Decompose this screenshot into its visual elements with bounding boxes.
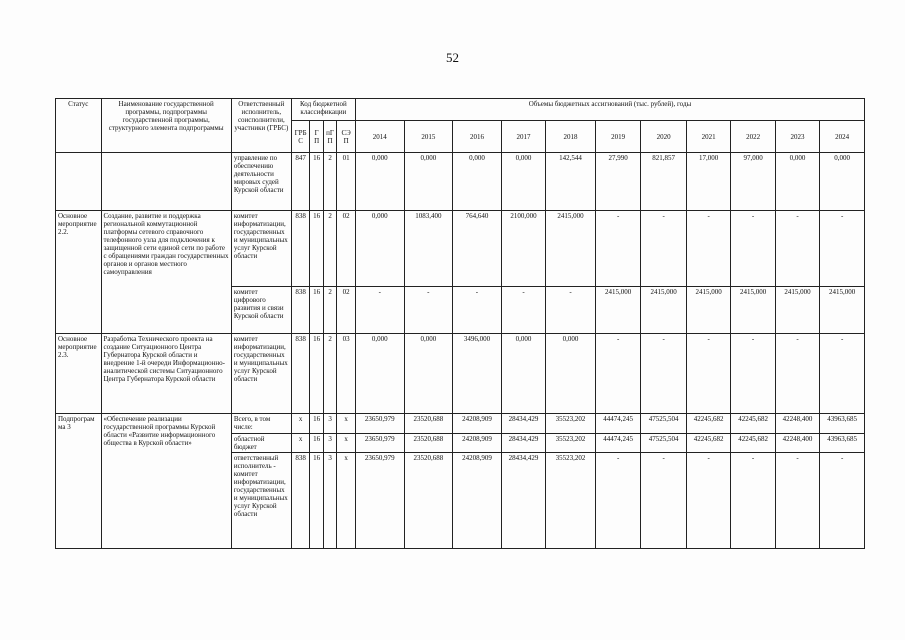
header-year: 2015 xyxy=(404,121,453,153)
row-value: 42245,682 xyxy=(686,434,730,453)
row-value: - xyxy=(641,334,687,414)
row-value: - xyxy=(731,211,775,287)
table-header xyxy=(56,99,865,153)
row-value: 23650,979 xyxy=(355,453,404,549)
row-value: - xyxy=(731,334,775,414)
row-value: 28434,429 xyxy=(501,434,545,453)
row-value: 23520,688 xyxy=(404,453,453,549)
row-value: 24208,909 xyxy=(453,453,502,549)
row-value: 0,000 xyxy=(404,153,453,211)
row-code: 3 xyxy=(323,453,336,549)
row-value: 42248,400 xyxy=(775,434,819,453)
row-code: х xyxy=(291,414,310,434)
row-code: 2 xyxy=(323,287,336,334)
row-value: - xyxy=(686,211,730,287)
row-value: 142,544 xyxy=(546,153,596,211)
header-responsible: Ответственный исполнитель, соисполнители, участники (ГРБС) xyxy=(231,99,291,153)
row-value: 28434,429 xyxy=(501,414,545,434)
row-value: - xyxy=(820,453,865,549)
row-code: 3 xyxy=(323,414,336,434)
row-code: 838 xyxy=(291,334,310,414)
row-value: 17,000 xyxy=(686,153,730,211)
row-code: 16 xyxy=(310,334,323,414)
row-value: 23650,979 xyxy=(355,434,404,453)
row-code: 2 xyxy=(323,334,336,414)
table-row xyxy=(56,211,865,287)
row-code: 01 xyxy=(337,153,356,211)
row-code: 16 xyxy=(310,453,323,549)
row-value: 0,000 xyxy=(546,334,596,414)
row-value: 821,857 xyxy=(641,153,687,211)
budget-table xyxy=(55,98,865,549)
row-code: х xyxy=(337,453,356,549)
row-status xyxy=(56,153,102,211)
page-number: 52 xyxy=(446,50,459,65)
row-value: 0,000 xyxy=(355,334,404,414)
table-row xyxy=(56,153,865,211)
row-value: - xyxy=(820,334,865,414)
row-code: 838 xyxy=(291,211,310,287)
row-code: 838 xyxy=(291,287,310,334)
row-value: 42245,682 xyxy=(731,434,775,453)
row-value: 0,000 xyxy=(355,153,404,211)
row-value: - xyxy=(453,287,502,334)
header-year: 2023 xyxy=(775,121,819,153)
row-value: - xyxy=(731,453,775,549)
row-value: 0,000 xyxy=(404,334,453,414)
row-code: 03 xyxy=(337,334,356,414)
row-responsible: ответственный исполнитель - комитет информатизации, государственных и муниципальных услуг Курской области xyxy=(231,453,291,549)
header-code-group: Код бюджетной классификации xyxy=(291,99,355,121)
row-value: - xyxy=(404,287,453,334)
row-code: 16 xyxy=(310,434,323,453)
row-code: 2 xyxy=(323,153,336,211)
row-value: 2100,000 xyxy=(501,211,545,287)
row-value: 764,640 xyxy=(453,211,502,287)
row-code: 02 xyxy=(337,287,356,334)
row-value: 47525,504 xyxy=(641,434,687,453)
row-value: - xyxy=(775,211,819,287)
row-value: 2415,000 xyxy=(595,287,641,334)
row-code: 16 xyxy=(310,414,323,434)
row-responsible: областной бюджет xyxy=(231,434,291,453)
row-code: 16 xyxy=(310,153,323,211)
row-value: 23520,688 xyxy=(404,414,453,434)
header-year: 2020 xyxy=(641,121,687,153)
row-responsible: Всего, в том числе: xyxy=(231,414,291,434)
row-value: - xyxy=(355,287,404,334)
header-year: 2022 xyxy=(731,121,775,153)
row-code: 16 xyxy=(310,287,323,334)
row-name xyxy=(101,153,231,211)
row-code: х xyxy=(337,414,356,434)
row-responsible: управление по обеспечению деятельности мировых судей Курской области xyxy=(231,153,291,211)
header-year: 2017 xyxy=(501,121,545,153)
row-value: - xyxy=(546,287,596,334)
row-value: - xyxy=(775,453,819,549)
row-code: 2 xyxy=(323,211,336,287)
row-value: 43963,685 xyxy=(820,434,865,453)
row-name: Создание, развитие и поддержка региональной коммутационной платформы сетевого справочного телефонного узла для подключения к защищенной сети единой сети по работе с обращениями граждан государственных органов и органов местного самоуправления xyxy=(101,211,231,334)
header-year: 2024 xyxy=(820,121,865,153)
row-code: 16 xyxy=(310,211,323,287)
row-status: Основное мероприятие 2.2. xyxy=(56,211,102,334)
row-responsible: комитет информатизации, государственных и муниципальных услуг Курской области xyxy=(231,334,291,414)
row-value: 35523,202 xyxy=(546,434,596,453)
row-value: 0,000 xyxy=(775,153,819,211)
row-value: 42245,682 xyxy=(731,414,775,434)
row-code: х xyxy=(337,434,356,453)
header-year: 2021 xyxy=(686,121,730,153)
header-year: 2018 xyxy=(546,121,596,153)
row-value: - xyxy=(686,334,730,414)
header-code-pgp: пГП xyxy=(323,121,336,153)
row-value: 0,000 xyxy=(355,211,404,287)
row-code: 3 xyxy=(323,434,336,453)
row-value: 27,990 xyxy=(595,153,641,211)
row-value: 43963,685 xyxy=(820,414,865,434)
row-value: 44474,245 xyxy=(595,434,641,453)
row-value: 2415,000 xyxy=(641,287,687,334)
row-value: - xyxy=(775,334,819,414)
row-value: 28434,429 xyxy=(501,453,545,549)
row-code: 847 xyxy=(291,153,310,211)
row-responsible: комитет цифрового развития и связи Курской области xyxy=(231,287,291,334)
header-year: 2016 xyxy=(453,121,502,153)
row-value: 97,000 xyxy=(731,153,775,211)
row-value: 3496,000 xyxy=(453,334,502,414)
header-year: 2019 xyxy=(595,121,641,153)
row-code: 02 xyxy=(337,211,356,287)
row-value: - xyxy=(595,211,641,287)
row-value: 42248,400 xyxy=(775,414,819,434)
row-value: 1083,400 xyxy=(404,211,453,287)
row-value: - xyxy=(595,334,641,414)
row-value: 24208,909 xyxy=(453,434,502,453)
row-value: 2415,000 xyxy=(546,211,596,287)
row-value: 42245,682 xyxy=(686,414,730,434)
row-value: 0,000 xyxy=(501,334,545,414)
header-status: Статус xyxy=(56,99,102,153)
row-value: 0,000 xyxy=(453,153,502,211)
table-row xyxy=(56,414,865,434)
row-code: 838 xyxy=(291,453,310,549)
header-name: Наименование государственной программы, подпрограммы государственной программы, структурного элемента подпрограммы xyxy=(101,99,231,153)
row-status: Подпрограмма 3 xyxy=(56,414,102,549)
header-code-grbs: ГРБС xyxy=(291,121,310,153)
row-responsible: комитет информатизации, государственных и муниципальных услуг Курской области xyxy=(231,211,291,287)
row-value: 0,000 xyxy=(501,153,545,211)
header-volumes-group: Объемы бюджетных ассигнований (тыс. рублей), годы xyxy=(355,99,864,121)
row-code: х xyxy=(291,434,310,453)
header-year: 2014 xyxy=(355,121,404,153)
row-value: 0,000 xyxy=(820,153,865,211)
row-value: 23520,688 xyxy=(404,434,453,453)
row-value: 2415,000 xyxy=(820,287,865,334)
row-status: Основное мероприятие 2.3. xyxy=(56,334,102,414)
row-value: - xyxy=(595,453,641,549)
table-row xyxy=(56,334,865,414)
row-value: - xyxy=(686,453,730,549)
row-value: 2415,000 xyxy=(686,287,730,334)
row-value: - xyxy=(641,453,687,549)
row-value: 23650,979 xyxy=(355,414,404,434)
row-value: 35523,202 xyxy=(546,453,596,549)
row-value: - xyxy=(820,211,865,287)
row-value: 47525,504 xyxy=(641,414,687,434)
row-value: 35523,202 xyxy=(546,414,596,434)
row-value: - xyxy=(641,211,687,287)
row-name: Разработка Технического проекта на создание Ситуационного Центра Губернатора Курской области и внедрение 1-й очереди Информационно-аналитической системы Ситуационного Центра Губернатора Курской области xyxy=(101,334,231,414)
row-value: 24208,909 xyxy=(453,414,502,434)
header-code-gp: ГП xyxy=(310,121,323,153)
row-value: 44474,245 xyxy=(595,414,641,434)
row-value: 2415,000 xyxy=(775,287,819,334)
row-value: 2415,000 xyxy=(731,287,775,334)
header-code-sep: СЭП xyxy=(337,121,356,153)
row-name: «Обеспечение реализации государственной программы Курской области «Развитие информационного общества в Курской области» xyxy=(101,414,231,549)
row-value: - xyxy=(501,287,545,334)
